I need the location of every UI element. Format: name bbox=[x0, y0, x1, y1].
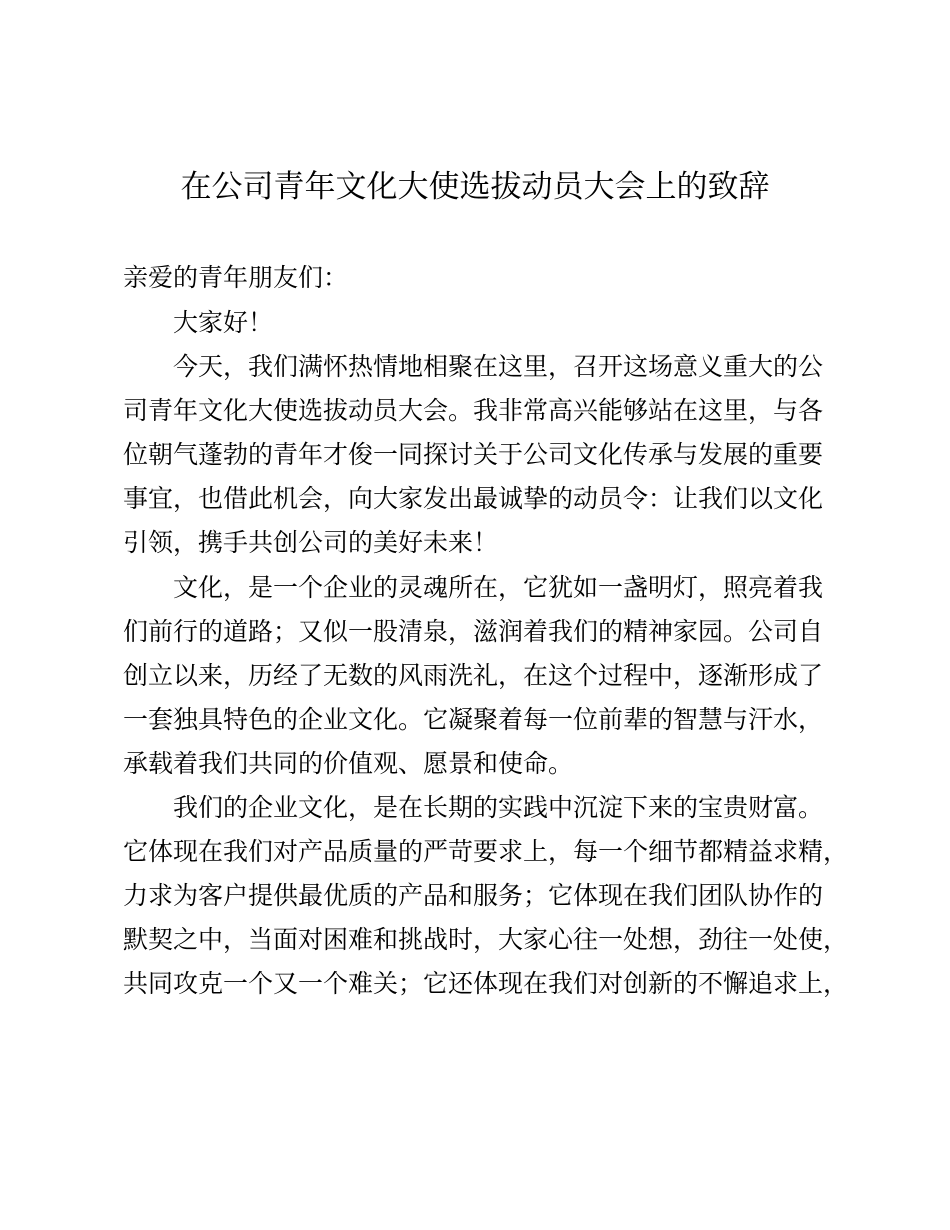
paragraph-1-line: 位朝气蓬勃的青年才俊一同探讨关于公司文化传承与发展的重要 bbox=[123, 440, 824, 469]
paragraph-3-line: 共同攻克一个又一个难关；它还体现在我们对创新的不懈追求上， bbox=[123, 969, 849, 998]
salutation: 亲爱的青年朋友们： bbox=[123, 263, 349, 292]
paragraph-3-line: 力求为客户提供最优质的产品和服务；它体现在我们团队协作的 bbox=[123, 881, 824, 910]
paragraph-1-line: 司青年文化大使选拔动员大会。我非常高兴能够站在这里，与各 bbox=[123, 396, 824, 425]
paragraph-2-line: 创立以来，历经了无数的风雨洗礼，在这个过程中，逐渐形成了 bbox=[123, 661, 824, 690]
paragraph-3-line: 它体现在我们对产品质量的严苛要求上，每一个细节都精益求精， bbox=[123, 837, 849, 866]
greeting: 大家好！ bbox=[173, 308, 274, 337]
paragraph-2-line: 们前行的道路；又似一股清泉，滋润着我们的精神家园。公司自 bbox=[123, 617, 824, 646]
paragraph-1-line: 事宜，也借此机会，向大家发出最诚挚的动员令：让我们以文化 bbox=[123, 484, 824, 513]
paragraph-3-line: 默契之中，当面对困难和挑战时，大家心往一处想，劲往一处使， bbox=[123, 925, 849, 954]
paragraph-1-line: 今天，我们满怀热情地相聚在这里，召开这场意义重大的公 bbox=[173, 352, 824, 381]
document-title: 在公司青年文化大使选拔动员大会上的致辞 bbox=[180, 169, 770, 205]
paragraph-2-line: 文化，是一个企业的灵魂所在，它犹如一盏明灯，照亮着我 bbox=[173, 573, 824, 602]
paragraph-2-line: 一套独具特色的企业文化。它凝聚着每一位前辈的智慧与汗水， bbox=[123, 705, 824, 734]
paragraph-2-line: 承载着我们共同的价值观、愿景和使命。 bbox=[123, 749, 574, 778]
paragraph-1-line: 引领，携手共创公司的美好未来！ bbox=[123, 528, 499, 557]
paragraph-3-line: 我们的企业文化，是在长期的实践中沉淀下来的宝贵财富。 bbox=[173, 793, 824, 822]
